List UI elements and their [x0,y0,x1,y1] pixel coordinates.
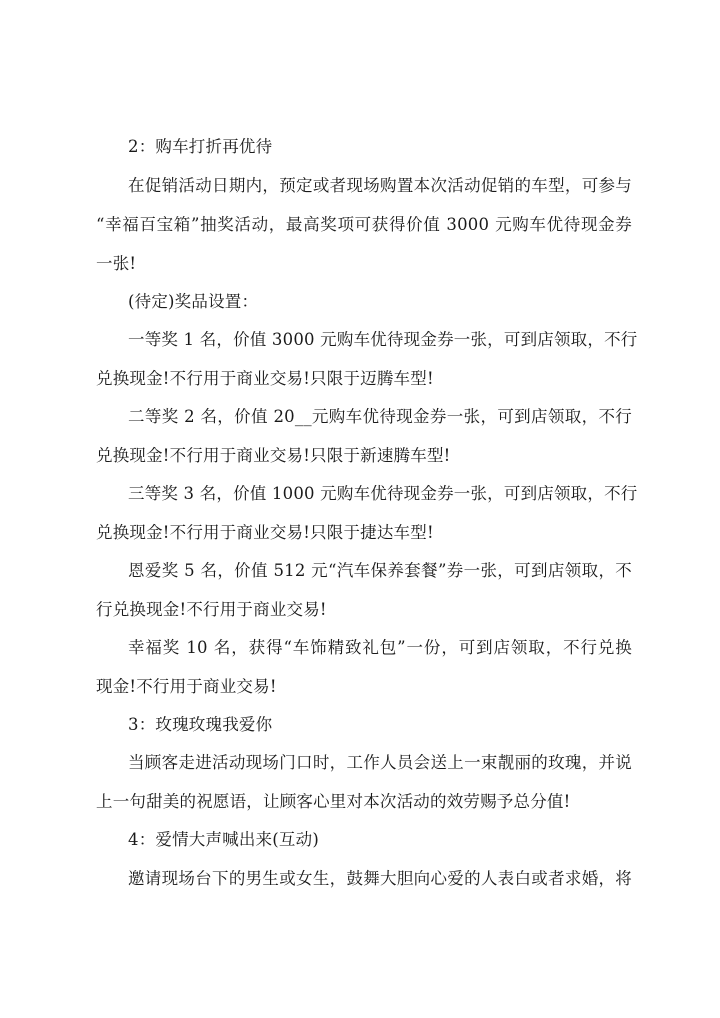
paragraph-line: 一张! [96,254,137,273]
heading-2: 2：购车打折再优待 [128,137,273,156]
paragraph-line: 兑换现金!不行用于商业交易!只限于新速腾车型! [96,446,451,465]
paragraph-line: “幸福百宝箱”抽奖活动，最高奖项可获得价值 3000 元购车优待现金券 [96,215,632,234]
paragraph-line: 恩爱奖 5 名，价值 512 元“汽车保养套餐”券一张，可到店领取，不 [128,561,632,580]
paragraph-line: 邀请现场台下的男生或女生，鼓舞大胆向心爱的人表白或者求婚，将 [128,869,632,888]
paragraph-line: 一等奖 1 名，价值 3000 元购车优待现金券一张，可到店领取，不行 [128,330,638,349]
paragraph-line: 在促销活动日期内，预定或者现场购置本次活动促销的车型，可参与 [128,176,632,195]
paragraph-line: 当顾客走进活动现场门口时，工作人员会送上一束靓丽的玫瑰，并说 [128,753,632,772]
paragraph-line: 二等奖 2 名，价值 20__元购车优待现金券一张，可到店领取，不行 [128,407,632,426]
paragraph-line: 兑换现金!不行用于商业交易!只限于迈腾车型! [96,369,434,388]
paragraph-line: 幸福奖 10 名，获得“车饰精致礼包”一份，可到店领取，不行兑换 [128,638,632,657]
paragraph-line: 上一句甜美的祝愿语，让顾客心里对本次活动的效劳赐予总分值! [96,792,571,811]
paragraph-line: 兑换现金!不行用于商业交易!只限于捷达车型! [96,523,434,542]
paragraph-line: 行兑换现金!不行用于商业交易! [96,600,327,619]
paragraph-line: 三等奖 3 名，价值 1000 元购车优待现金券一张，可到店领取，不行 [128,484,638,503]
prize-settings-heading: (待定)奖品设置： [128,292,259,311]
heading-4: 4：爱情大声喊出来(互动) [128,830,319,849]
heading-3: 3：玫瑰玫瑰我爱你 [128,715,273,734]
paragraph-line: 现金!不行用于商业交易! [96,677,277,696]
